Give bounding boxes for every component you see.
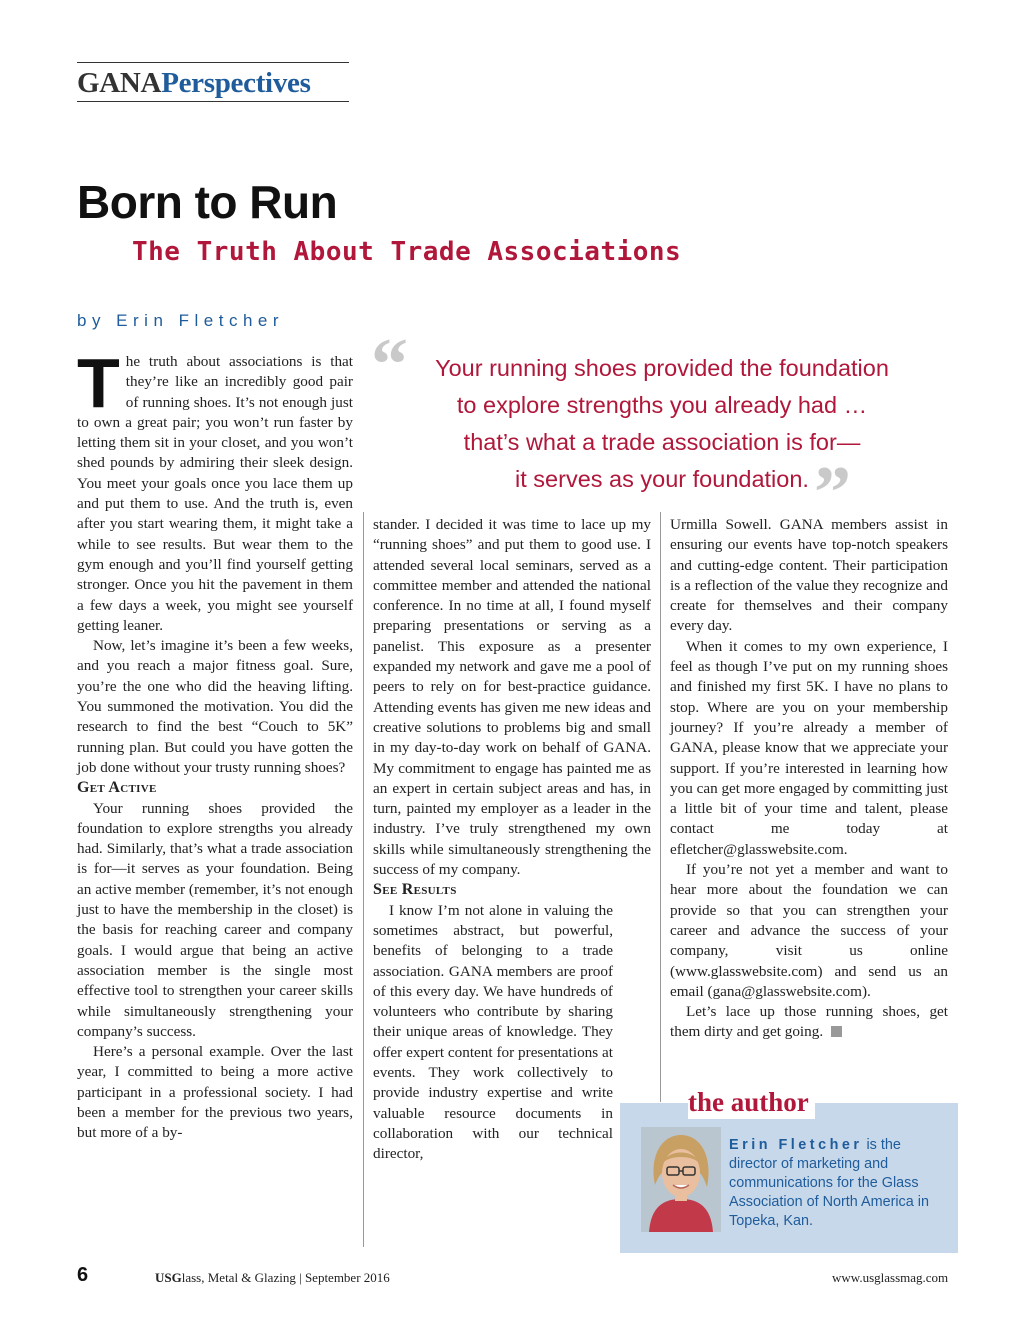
column-divider [660, 512, 661, 1102]
pull-quote-line: that’s what a trade association is for— [463, 429, 861, 455]
column-3 [670, 515, 948, 1043]
article-subtitle: The Truth About Trade Associations [132, 237, 682, 267]
column-2 [373, 515, 651, 1165]
pull-quote [372, 350, 952, 498]
paragraph: Your running shoes provided the foundation to explore strengths you already had. Similarly, that’s what a trade association is for—it serves as your foundation. Being an active member (remember, it’s not enough just to have the membership in the closet) is the basis for reaching career and company goals. I would argue that being an active association member is the single most effective tool to strengthen your career skills while simultaneously strengthening your company’s success. [77, 799, 353, 1040]
author-photo [641, 1127, 721, 1232]
paragraph: If you’re not yet a member and want to hear more about the foundation we can provide so that you can strengthen your career and advance the success of your company, visit us online (www.glasswebsite.com) and send us an email (gana@glasswebsite.com). [670, 861, 948, 1000]
paragraph: When it comes to my own experience, I feel as though I’ve put on my running shoes and finished my first 5K. I have no plans to stop. Where are you on your membership journey? If you’re already a member of GANA, please know that we appreciate your support. If you’re interested in learning how you can get more engaged by committing just a little bit of your time and talent, please contact me today at efletcher@glasswebsite.com. [670, 637, 948, 858]
column-1 [77, 344, 353, 1144]
pull-quote-line: to explore strengths you already had … [456, 392, 868, 418]
pull-quote-line: it serves as your foundation. [515, 466, 809, 492]
logo-gana: GANA [77, 67, 162, 99]
author-portrait-icon [641, 1127, 721, 1232]
paragraph [77, 344, 353, 636]
author-name: Erin Fletcher [729, 1137, 863, 1153]
magazine-issue [155, 1270, 390, 1286]
author-bio [729, 1136, 949, 1231]
paragraph: Urmilla Sowell. GANA members assist in ensuring our events have top-notch speakers and cutting-edge content. Their participation is a reflection of the value they recognize and create for themselves and their company every day. [670, 516, 948, 635]
website-url[interactable]: www.usglassmag.com [832, 1270, 949, 1285]
page-number: 6 [77, 1264, 89, 1286]
pull-quote-line: Your running shoes provided the foundation [435, 355, 889, 381]
magazine-name-bold: USG [155, 1270, 182, 1285]
logo-perspectives: Perspectives [161, 67, 311, 99]
article-title: Born to Run [77, 176, 338, 228]
open-quote-icon: “ [371, 324, 408, 406]
paragraph-text: Let’s lace up those running shoes, get them dirty and get going. [670, 1003, 948, 1041]
issue-date: September 2016 [304, 1270, 390, 1285]
author-heading: the author [688, 1085, 815, 1119]
section-heading-see-results: See Results [373, 881, 457, 899]
section-heading-get-active: Get Active [77, 779, 157, 797]
paragraph: stander. I decided it was time to lace up my “running shoes” and put them to good use. I attended several local seminars, served as a committee member and attended the national conference. In no time at all, I found myself preparing presentations or serving as a panelist. This exposure as a presenter expanded my network and gave me a pool of peers to rely on for best-practice guidance. Attending events has given me new ideas and creative solutions to problems big and small in my day-to-day work on behalf of GANA. My commitment to engage has painted me as an expert in certain subject areas and has, in turn, painted my employer as a leader in the industry. I’ve truly strengthened my own skills while simultaneously strengthening the success of my company. [373, 516, 651, 879]
drop-cap: T [77, 344, 120, 422]
paragraph: Here’s a personal example. Over the last year, I committed to being a more active participant in a professional society. I had been a member for the previous two years, but more of a by- [77, 1043, 353, 1142]
footer-separator: | [299, 1270, 302, 1285]
section-header [77, 62, 349, 102]
paragraph: I know I’m not alone in valuing the sometimes abstract, but powerful, benefits of belonging to a trade association. GANA members are proof of this every day. We have hundreds of volunteers who contribute by sharing their unique areas of knowledge. They offer expert content for presentations at events. They work collectively to provide industry expertise and write valuable resource documents in collaboration with our technical director, [373, 901, 613, 1163]
close-quote-icon: ” [814, 452, 851, 534]
paragraph: Now, let’s imagine it’s been a few weeks, and you reach a major fitness goal. Sure, you’re the one who did the heaving lifting. You summoned the motivation. You did the research to find the best “Couch to 5K” running plan. But could you have gotten the job done without your trusty running shoes? [77, 637, 353, 776]
section-logo [77, 65, 349, 101]
end-mark-icon [831, 1026, 842, 1037]
paragraph [670, 1002, 948, 1043]
magazine-name-rest: lass, Metal & Glazing [181, 1270, 296, 1285]
byline: by Erin Fletcher [77, 311, 285, 330]
paragraph-text: he truth about associations is that they’re like an incredibly good pair of running shoes. It’s not enough just to own a great pair; you won’t run faster by letting them sit in your closet, and you won’t shed pounds by admiring their sleek design. You meet your goals once you lace them up and put them to use. And the truth is, even after you start wearing them, it might take a while to see results. But wear them to the gym enough and you’ll find yourself getting stronger. Once you hit the pavement in them a few days a week, you might see yourself getting leaner. [77, 353, 353, 634]
column-divider [363, 512, 364, 1247]
author-bio-text: is the director of marketing and communications for the Glass Association of North America in Topeka, Kan. [729, 1137, 929, 1229]
